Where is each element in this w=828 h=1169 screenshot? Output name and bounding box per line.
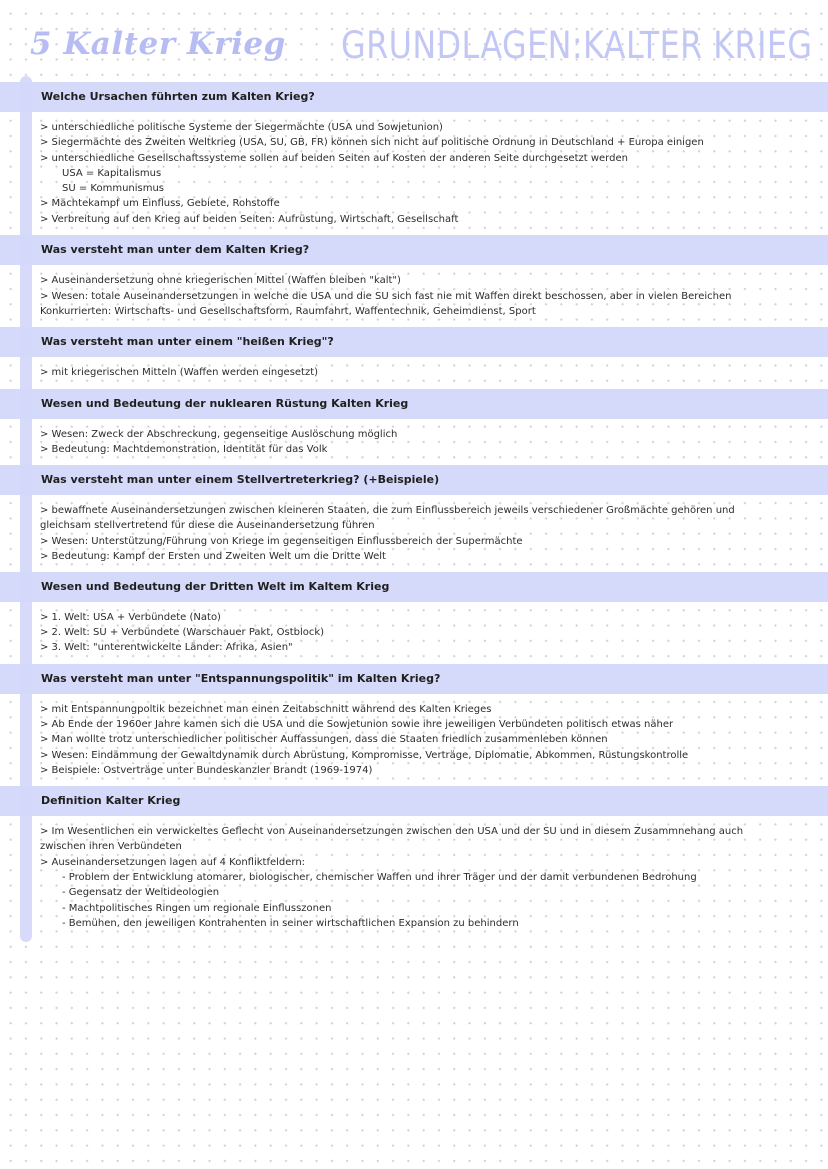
answer-line: > Auseinandersetzungen lagen auf 4 Konfliktfeldern: <box>40 857 306 868</box>
question-band-definition-cold-war <box>0 235 828 265</box>
answer-line: Konkurrierten: Wirtschafts- und Gesellschaftsform, Raumfahrt, Waffentechnik, Geheimdienst, Sport <box>40 306 536 317</box>
answer-line: - Gegensatz der Weltideologien <box>62 887 220 898</box>
answer-line: - Machtpolitisches Ringen um regionale Einflusszonen <box>62 903 332 914</box>
answer-line: > Ab Ende der 1960er Jahre kamen sich die USA und die Sowjetunion sowie ihre jeweiligen Verbündeten politisch etwas näher <box>40 719 674 730</box>
answer-line: - Bemühen, den jeweiligen Kontrahenten in seiner wirtschaftlichen Expansion zu behindern <box>62 918 519 929</box>
answer-line: > unterschiedliche Gesellschaftssysteme sollen auf beiden Seiten auf Kosten der anderen Seite durchgesetzt werden <box>40 153 628 164</box>
question-heading: Definition Kalter Krieg <box>41 794 181 807</box>
question-band-definition <box>0 786 828 816</box>
answer-line: > Beispiele: Ostverträge unter Bundeskanzler Brandt (1969-1974) <box>40 765 373 776</box>
answer-line: > mit Entspannungpoltik bezeichnet man einen Zeitabschnitt während des Kalten Krieges <box>40 704 492 715</box>
question-heading: Wesen und Bedeutung der nuklearen Rüstung Kalten Krieg <box>41 397 409 410</box>
answer-line: > Im Wesentlichen ein verwickeltes Geflecht von Auseinandersetzungen zwischen den USA und der SU und in diesem Zusammnehang auch <box>40 826 744 837</box>
answer-line: > Wesen: Zweck der Abschreckung, gegenseitige Auslöschung möglich <box>40 429 398 440</box>
page-header <box>0 0 828 82</box>
answer-line: SU = Kommunismus <box>62 183 165 194</box>
answer-line: > Wesen: totale Auseinandersetzungen in welche die USA und die SU sich fast nie mit Waffen direkt beschossen, aber in vielen Bereichen <box>40 291 732 302</box>
answer-line: > Wesen: Unterstützung/Führung von Kriege im gegenseitigen Einflussbereich der Supermächte <box>40 536 523 547</box>
answer-line: > Bedeutung: Machtdemonstration, Identität für das Volk <box>40 444 328 455</box>
answer-line: > Verbreitung auf den Krieg auf beiden Seiten: Aufrüstung, Wirtschaft, Gesellschaft <box>40 214 459 225</box>
answer-line: > 1. Welt: USA + Verbündete (Nato) <box>40 612 221 623</box>
question-band-hot-war <box>0 327 828 357</box>
question-heading: Was versteht man unter "Entspannungspolitik" im Kalten Krieg? <box>41 672 441 685</box>
answer-line: gleichsam stellvertretend für diese die Auseinandersetzung führen <box>40 520 375 531</box>
answer-line: - Problem der Entwicklung atomarer, biologischer, chemischer Waffen und ihrer Träger und der damit verbundenen Bedrohung <box>62 872 697 883</box>
answer-line: > Siegermächte des Zweiten Weltkrieg (USA, SU, GB, FR) können sich nicht auf politische Ordnung in Deutschland + Europa einigen <box>40 137 704 148</box>
question-heading: Was versteht man unter dem Kalten Krieg? <box>41 243 310 256</box>
page-title-handwritten: 5 Kalter Krieg <box>30 26 286 62</box>
answer-line: > 2. Welt: SU + Verbündete (Warschauer Pakt, Ostblock) <box>40 627 325 638</box>
question-band-detente <box>0 664 828 694</box>
question-band-proxy-war <box>0 465 828 495</box>
answer-line: > Auseinandersetzung ohne kriegerischen Mittel (Waffen bleiben "kalt") <box>40 275 401 286</box>
answer-line: > unterschiedliche politische Systeme der Siegermächte (USA und Sowjetunion) <box>40 122 443 133</box>
question-heading: Welche Ursachen führten zum Kalten Krieg? <box>41 90 315 103</box>
answer-line: > Mächtekampf um Einfluss, Gebiete, Rohstoffe <box>40 198 280 209</box>
page-title: GRUNDLAGEN:KALTER KRIEG <box>341 24 813 67</box>
question-heading: Was versteht man unter einem Stellvertreterkrieg? (+Beispiele) <box>41 473 440 486</box>
question-band-third-world <box>0 572 828 602</box>
answer-line: USA = Kapitalismus <box>62 168 162 179</box>
answer-line: > 3. Welt: "unterentwickelte Länder: Afrika, Asien" <box>40 642 293 653</box>
question-heading: Wesen und Bedeutung der Dritten Welt im Kaltem Krieg <box>41 580 390 593</box>
answer-line: > Man wollte trotz unterschiedlicher politischer Auffassungen, dass die Staaten friedlich zusammenleben können <box>40 734 608 745</box>
question-band-nuclear-armament <box>0 389 828 419</box>
question-heading: Was versteht man unter einem "heißen Krieg"? <box>41 335 334 348</box>
answer-line: zwischen ihren Verbündeten <box>40 841 182 852</box>
answer-line: > bewaffnete Auseinandersetzungen zwischen kleineren Staaten, die zum Einflussbereich jeweils verschiedener Großmächte gehören und <box>40 505 735 516</box>
answer-line: > mit kriegerischen Mitteln (Waffen werden eingesetzt) <box>40 367 319 378</box>
question-band-causes <box>0 82 828 112</box>
answer-line: > Bedeutung: Kampf der Ersten und Zweiten Welt um die Dritte Welt <box>40 551 386 562</box>
answer-line: > Wesen: Eindämmung der Gewaltdynamik durch Abrüstung, Kompromisse, Verträge, Diplomatie, Abkommen, Rüstungskontrolle <box>40 750 689 761</box>
